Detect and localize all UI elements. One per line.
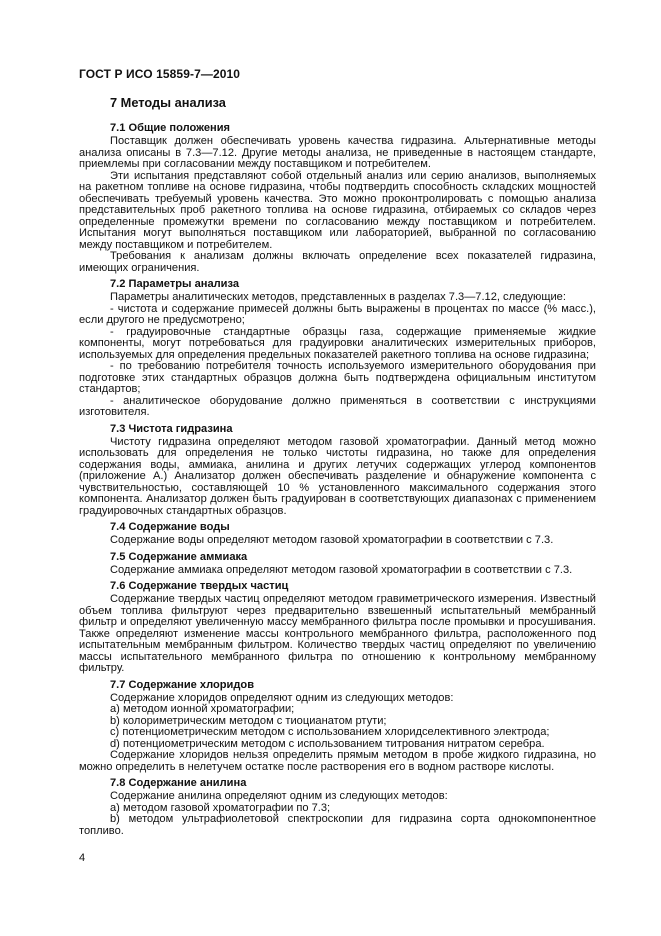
paragraph: - градуировочные стандартные образцы газа, содержащие применяемые жидкие компоненты, могут потребоваться для градуировки аналитических измерительных приборов, используемых для определения предельных показателей ракетного топлива на основе гидразина; bbox=[79, 325, 596, 361]
paragraph: а) методом ионной хроматографии; bbox=[110, 703, 295, 715]
page-number: 4 bbox=[79, 852, 86, 864]
paragraph: Требования к анализам должны включать определение всех показателей гидразина, имеющих ограничения. bbox=[79, 250, 596, 274]
paragraph: Содержание хлоридов определяют одним из следующих методов: bbox=[110, 691, 454, 704]
paragraph: Содержание анилина определяют одним из следующих методов: bbox=[110, 790, 448, 802]
subsection-title: 7.1 Общие положения bbox=[110, 122, 231, 134]
paragraph: Содержание твердых частиц определяют методом гравиметрического измерения. Известный объем топлива фильтруют через предварительно взвешенный испытательный мембранный фильтр и определяют увеличенную массу мембранного фильтра после промывки и просушивания. Также определяют изменение массы контрольного мембранного фильтра, расположенного под испытательным мембранным фильтром. Количество твердых частиц определяют по увеличению массы испытательного мембранного фильтра по отношению к контрольному мембранному фильтру. bbox=[79, 593, 596, 674]
subsection-title: 7.8 Содержание анилина bbox=[110, 777, 247, 789]
subsection-block bbox=[79, 551, 596, 577]
paragraph: Содержание воды определяют методом газовой хроматографии в соответствии с 7.3. bbox=[110, 534, 554, 546]
paragraph: b) методом ультрафиолетовой спектроскопии для гидразина сорта однокомпонентное топливо. bbox=[79, 813, 596, 837]
paragraph: - чистота и содержание примесей должны быть выражены в процентах по массе (% масс.), если другого не предусмотрено; bbox=[79, 302, 596, 326]
paragraph: - аналитическое оборудование должно применяться в соответствии с инструкциями изготовителя. bbox=[79, 394, 596, 418]
paragraph: - по требованию потребителя точность используемого измерительного оборудования при подготовке этих стандартных образцов должна быть подтверждена официальным институтом стандартов; bbox=[79, 360, 596, 395]
standard-designation: ГОСТ Р ИСО 15859-7—2010 bbox=[79, 67, 241, 81]
subsection-block bbox=[79, 278, 596, 419]
subsection-block bbox=[79, 777, 596, 837]
subsection-title: 7.7 Содержание хлоридов bbox=[110, 678, 255, 691]
document-body bbox=[79, 95, 596, 837]
subsection-title: 7.3 Чистота гидразина bbox=[110, 422, 233, 435]
paragraph: Содержание аммиака определяют методом газовой хроматографии в соответствии с 7.3. bbox=[110, 563, 573, 576]
subsection-title: 7.4 Содержание воды bbox=[110, 521, 230, 533]
subsection-block bbox=[79, 580, 596, 675]
paragraph: Поставщик должен обеспечивать уровень качества гидразина. Альтернативные методы анализа описаны в 7.3—7.12. Другие методы анализа, не приведенные в настоящем стандарте, приемлемы при согласовании между поставщиком и потребителем. bbox=[79, 135, 596, 170]
paragraph: d) потенциометрическим методом с использованием титрования нитратом серебра. bbox=[110, 737, 545, 750]
subsections-container bbox=[79, 122, 596, 837]
subsection-block bbox=[79, 521, 596, 547]
subsection-block bbox=[79, 679, 596, 774]
paragraph: а) методом газовой хроматографии по 7.3; bbox=[110, 801, 331, 814]
paragraph: Эти испытания представляют собой отдельный анализ или серию анализов, выполняемых на ракетном топливе на основе гидразина, чтобы подтвердить способность складских мощностей обеспечивать требуемый уровень качества. Это можно проконтролировать с помощью анализа представительных проб ракетного топлива на основе гидразина, отбираемых со складов через определенные промежутки времени по согласованию между поставщиком и потребителем. Испытания могут выполняться поставщиком или лабораторией, выбранной по согласованию между поставщиком и потребителем. bbox=[79, 169, 596, 251]
subsection-block bbox=[79, 122, 596, 274]
paragraph: с) потенциометрическим методом с использованием хлоридселективного электрода; bbox=[110, 726, 550, 738]
paragraph: b) колориметрическим методом с тиоцианатом ртути; bbox=[110, 714, 387, 727]
paragraph: Содержание хлоридов нельзя определить прямым методом в пробе жидкого гидразина, но можно определить в нелетучем остатке после растворения его в водном растворе кислоты. bbox=[79, 749, 596, 773]
paragraph: Чистоту гидразина определяют методом газовой хроматографии. Данный метод можно использовать для определения не только чистоты гидразина, но также для определения содержания воды, аммиака, анилина и других летучих содержащих углерод компонентов (приложение А.) Анализатор должен обеспечивать разделение и обнаружение компонента с чувствительностью, составляющей 10 % установленного максимального содержания этого компонента. Анализатор должен быть градуирован в соответствующих диапазонах с применением градуировочных стандартных образцов. bbox=[79, 435, 596, 517]
subsection-title: 7.2 Параметры анализа bbox=[110, 278, 240, 290]
subsection-block bbox=[79, 423, 596, 518]
subsection-title: 7.5 Содержание аммиака bbox=[110, 550, 248, 563]
subsection-title: 7.6 Содержание твердых частиц bbox=[110, 580, 289, 592]
paragraph: Параметры аналитических методов, представленных в разделах 7.3—7.12, следующие: bbox=[110, 291, 566, 303]
section-title: 7 Методы анализа bbox=[110, 95, 226, 110]
